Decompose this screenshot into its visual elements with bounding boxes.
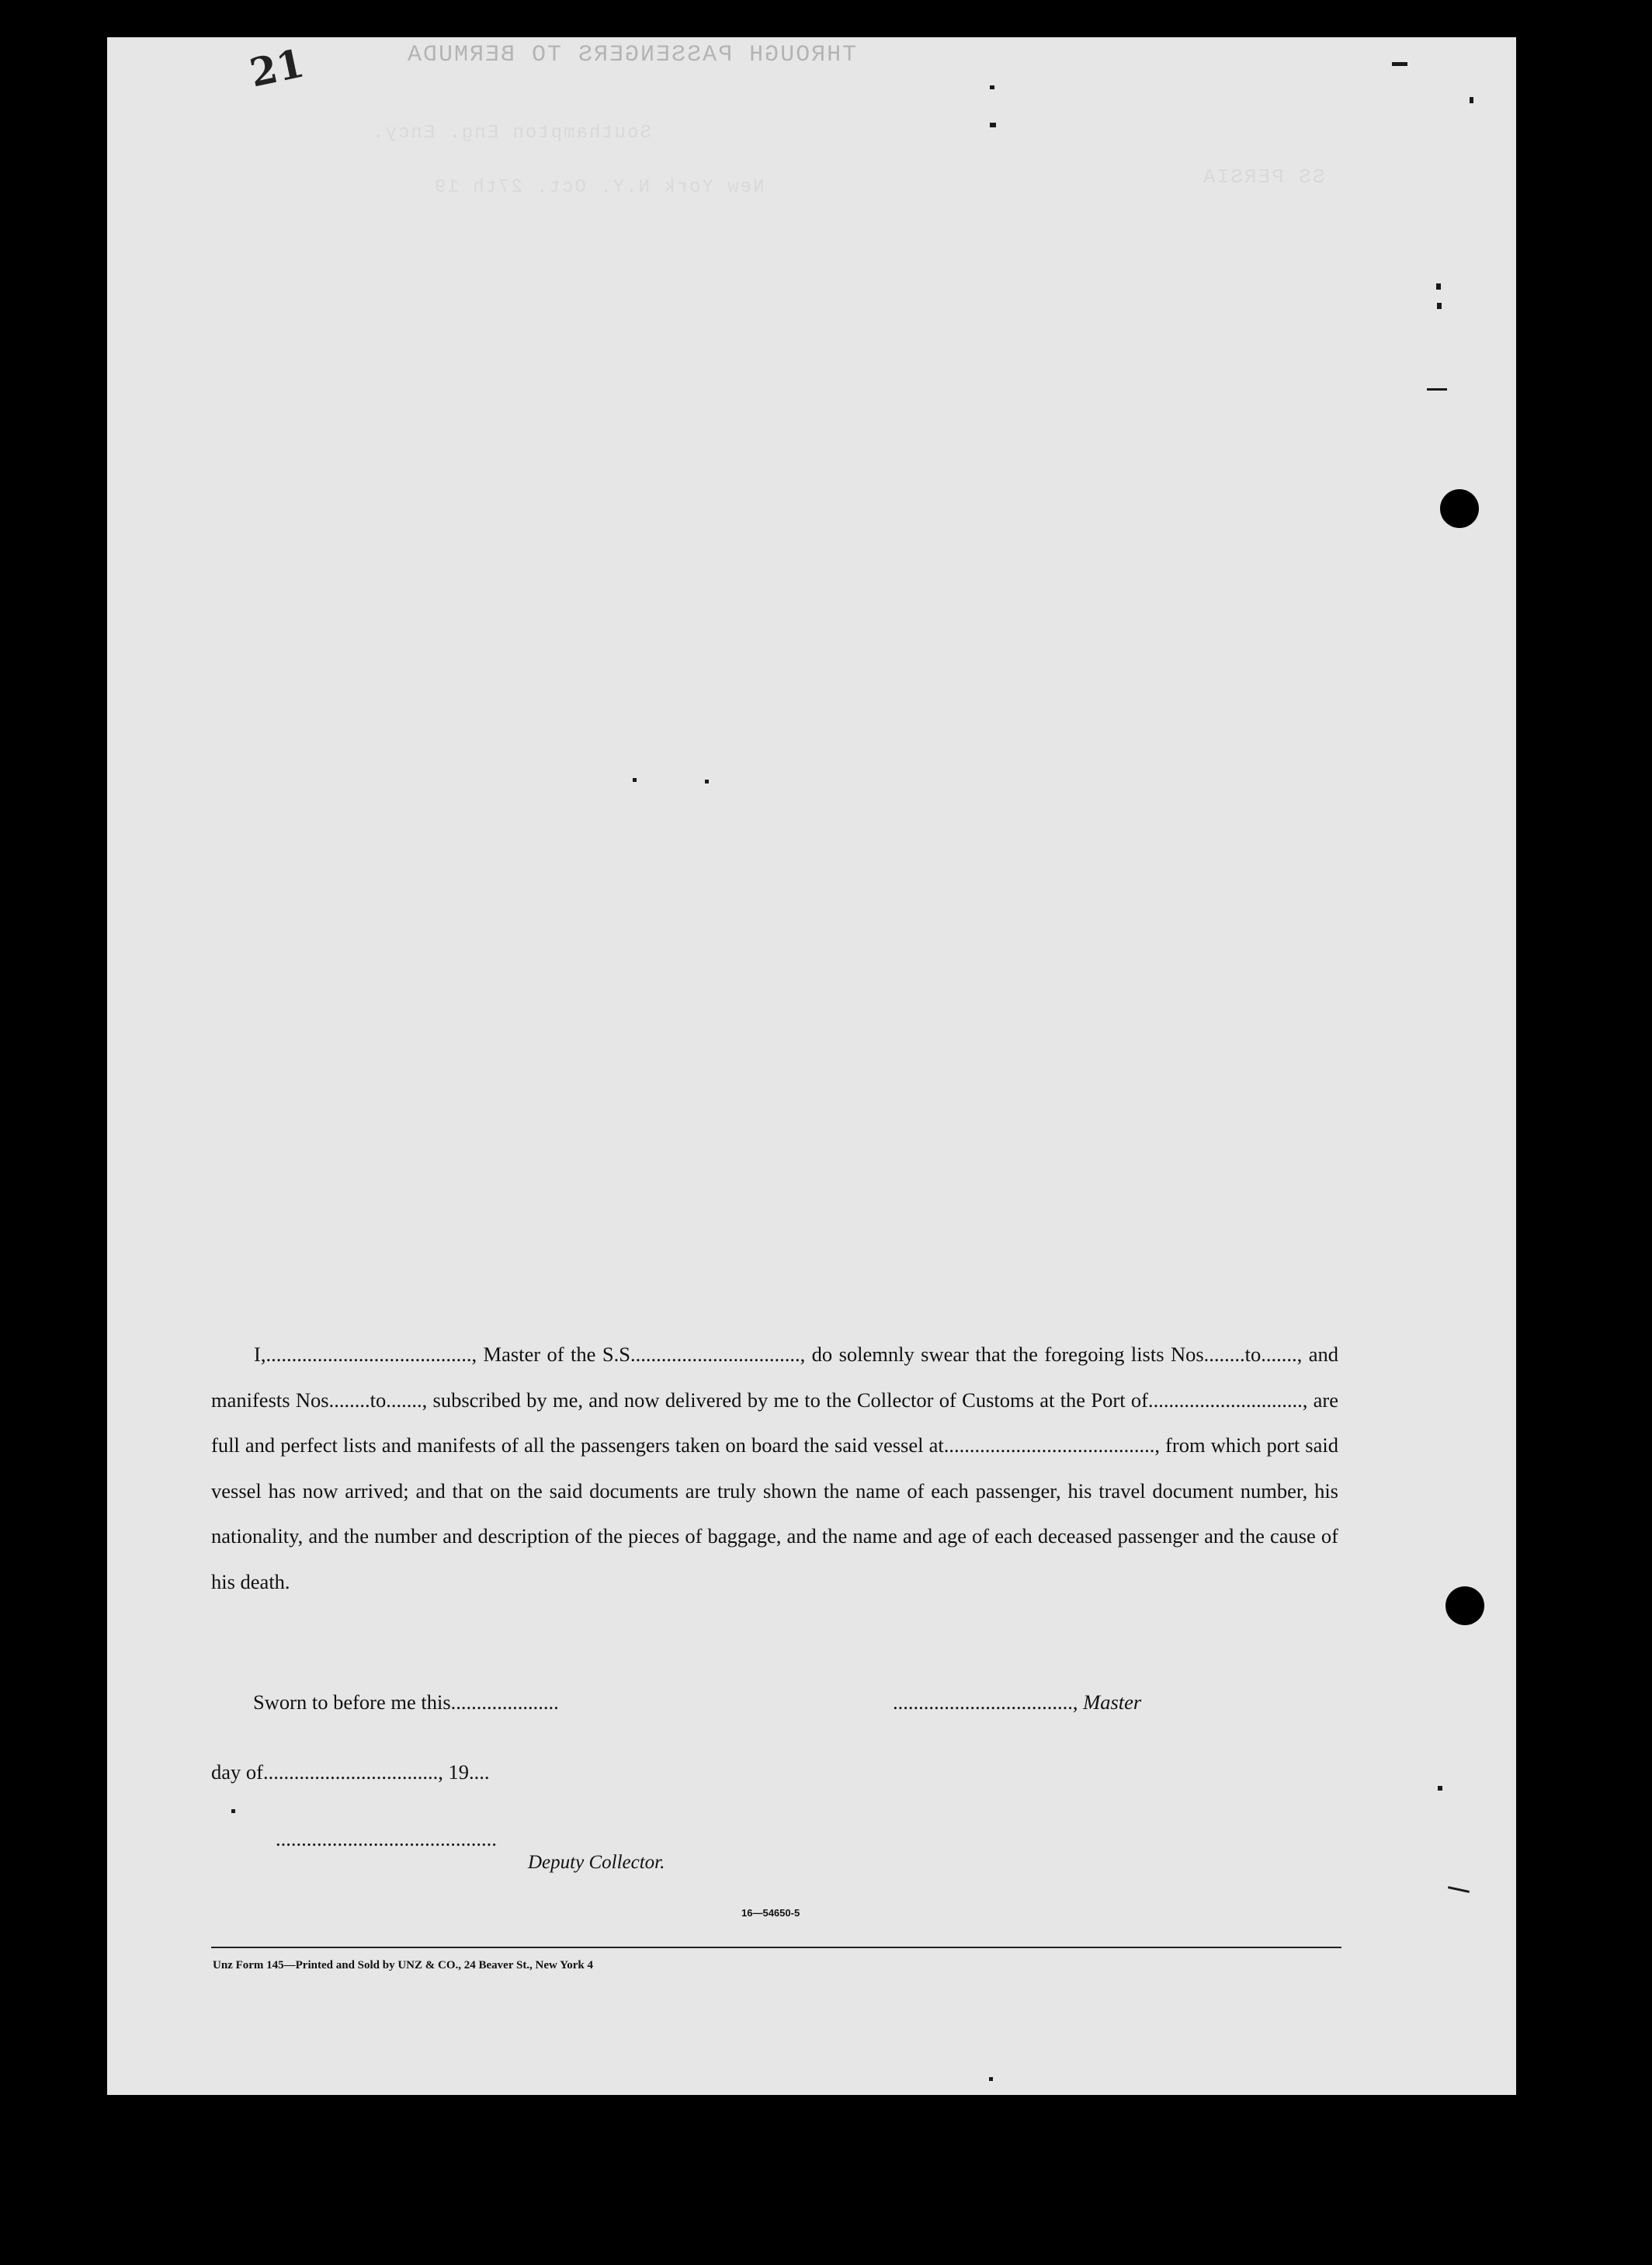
- speck: [705, 780, 709, 783]
- speck: [1427, 388, 1447, 391]
- printer-imprint: Unz Form 145—Printed and Sold by UNZ & CO., 24 Beaver St., New York 4: [213, 1959, 593, 1971]
- master-signature-line: [893, 1690, 1141, 1714]
- speck: [1470, 97, 1473, 103]
- footer-rule: [211, 1947, 1341, 1948]
- handwritten-page-number: 21: [245, 40, 308, 96]
- speck: [1436, 283, 1441, 290]
- speck: [990, 85, 994, 89]
- bleed-through-vessel: SS PERSIA: [1202, 165, 1325, 189]
- speck: [989, 2077, 993, 2081]
- day-of-line: day of.................................., 19....: [211, 1760, 490, 1784]
- bleed-through-line2: Southampton Eng. Ency.: [371, 123, 651, 144]
- oath-paragraph: [211, 1332, 1338, 1604]
- bleed-through-line3: New York N.Y. Oct. 27th 19: [433, 177, 765, 198]
- speck: [1437, 303, 1442, 309]
- master-dots: ...................................,: [893, 1690, 1078, 1714]
- speck: [1438, 1786, 1442, 1791]
- punch-hole-bottom: [1446, 1586, 1484, 1625]
- sworn-before-line: Sworn to before me this.....................: [253, 1690, 559, 1714]
- document-page: [107, 37, 1516, 2095]
- speck: [1392, 62, 1407, 66]
- master-label: Master: [1083, 1690, 1142, 1714]
- speck: [990, 123, 996, 127]
- deputy-signature-dots: ...........................................: [276, 1827, 497, 1850]
- form-number: 16—54650-5: [741, 1907, 800, 1919]
- speck: [633, 778, 637, 782]
- deputy-collector-label: Deputy Collector.: [528, 1852, 665, 1873]
- speck: [231, 1809, 235, 1813]
- bleed-through-header: THROUGH PASSENGERS TO BERMUDA: [406, 42, 857, 68]
- oath-text: I,........................................, Master of the S.S................................., do solemnly swear that the foregoing lists Nos........to......., and manifests Nos........to......., subscribed by me, and now delivered by me to the Collector of Customs at the Port of.............................., are full and perfect lists and manifests of all the passengers taken on board the said vessel at........................................., from which port said vessel has now arrived; and that on the said documents are truly shown the name of each passenger, his travel document number, his nationality, and the number and description of the pieces of baggage, and the name and age of each deceased passenger and the cause of his death.: [211, 1343, 1338, 1593]
- punch-hole-top: [1440, 489, 1479, 528]
